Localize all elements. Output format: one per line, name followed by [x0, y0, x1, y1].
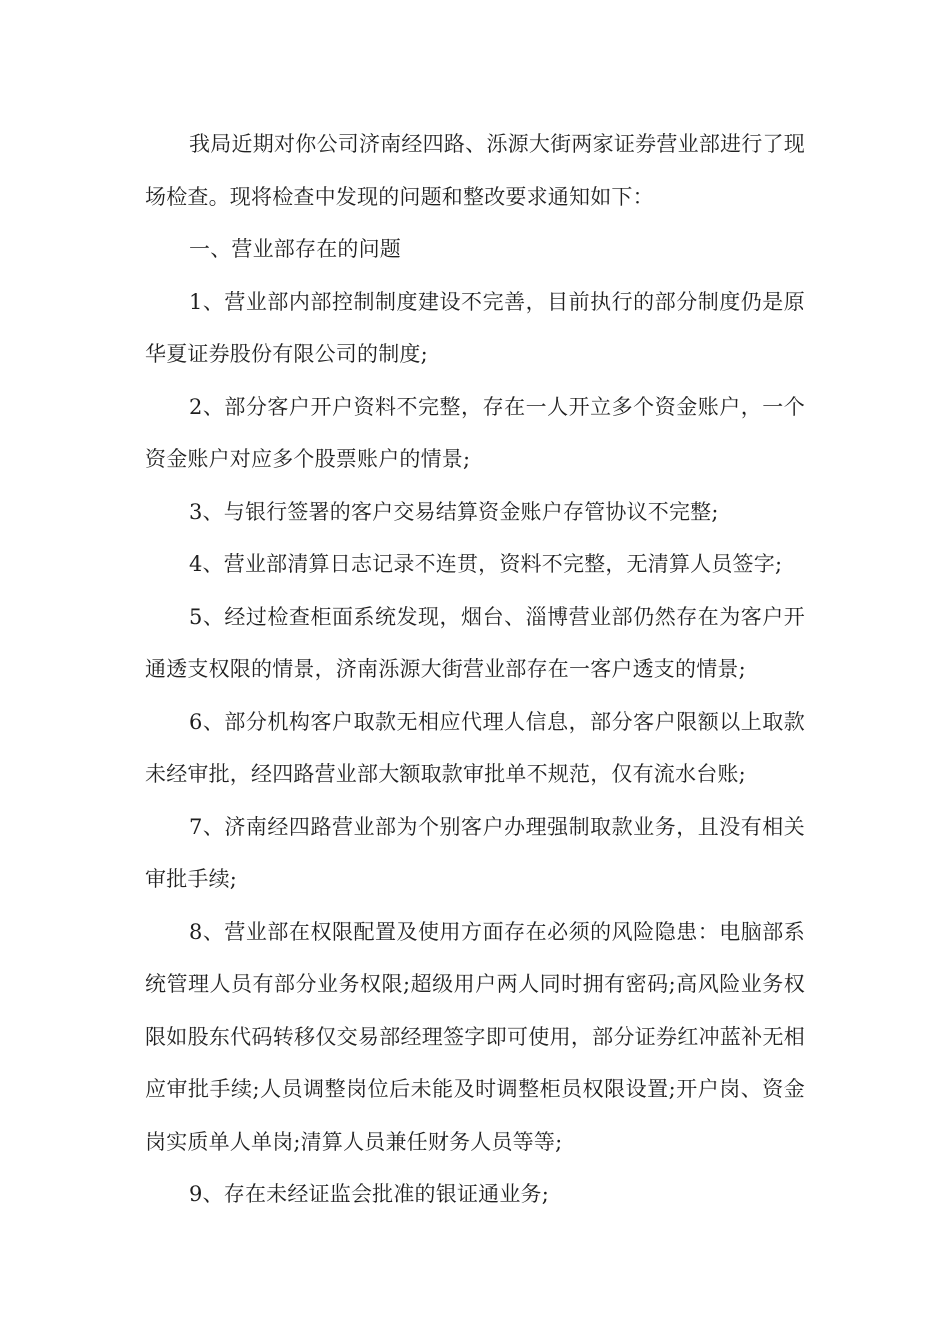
list-item: 4、营业部清算日志记录不连贯，资料不完整，无清算人员签字;	[189, 552, 783, 576]
list-item: 3、与银行签署的客户交易结算资金账户存管协议不完整;	[189, 499, 719, 524]
paragraph-intro: 我局近期对你公司济南经四路、泺源大街两家证券营业部进行了现场检查。现将检查中发现的问题和整改要求通知如下：	[145, 132, 805, 209]
list-item: 7、济南经四路营业部为个别客户办理强制取款业务，且没有相关审批手续;	[145, 814, 805, 891]
section-heading: 一、营业部存在的问题	[189, 237, 401, 261]
list-item: 1、营业部内部控制制度建设不完善，目前执行的部分制度仍是原华夏证券股份有限公司的制度;	[145, 289, 805, 366]
list-item: 5、经过检查柜面系统发现，烟台、淄博营业部仍然存在为客户开通透支权限的情景，济南泺源大街营业部存在一客户透支的情景;	[145, 604, 805, 681]
document-body	[145, 118, 805, 1221]
list-item: 8、营业部在权限配置及使用方面存在必须的风险隐患：电脑部系统管理人员有部分业务权限;超级用户两人同时拥有密码;高风险业务权限如股东代码转移仅交易部经理签字即可使用，部分证券红冲蓝补无相应审批手续;人员调整岗位后未能及时调整柜员权限设置;开户岗、资金岗实质单人单岗;清算人员兼任财务人员等等;	[145, 919, 805, 1154]
list-item: 9、存在未经证监会批准的银证通业务;	[189, 1182, 550, 1206]
list-item: 2、部分客户开户资料不完整，存在一人开立多个资金账户，一个资金账户对应多个股票账户的情景;	[145, 394, 805, 471]
list-item: 6、部分机构客户取款无相应代理人信息，部分客户限额以上取款未经审批，经四路营业部大额取款审批单不规范，仅有流水台账;	[145, 709, 805, 786]
